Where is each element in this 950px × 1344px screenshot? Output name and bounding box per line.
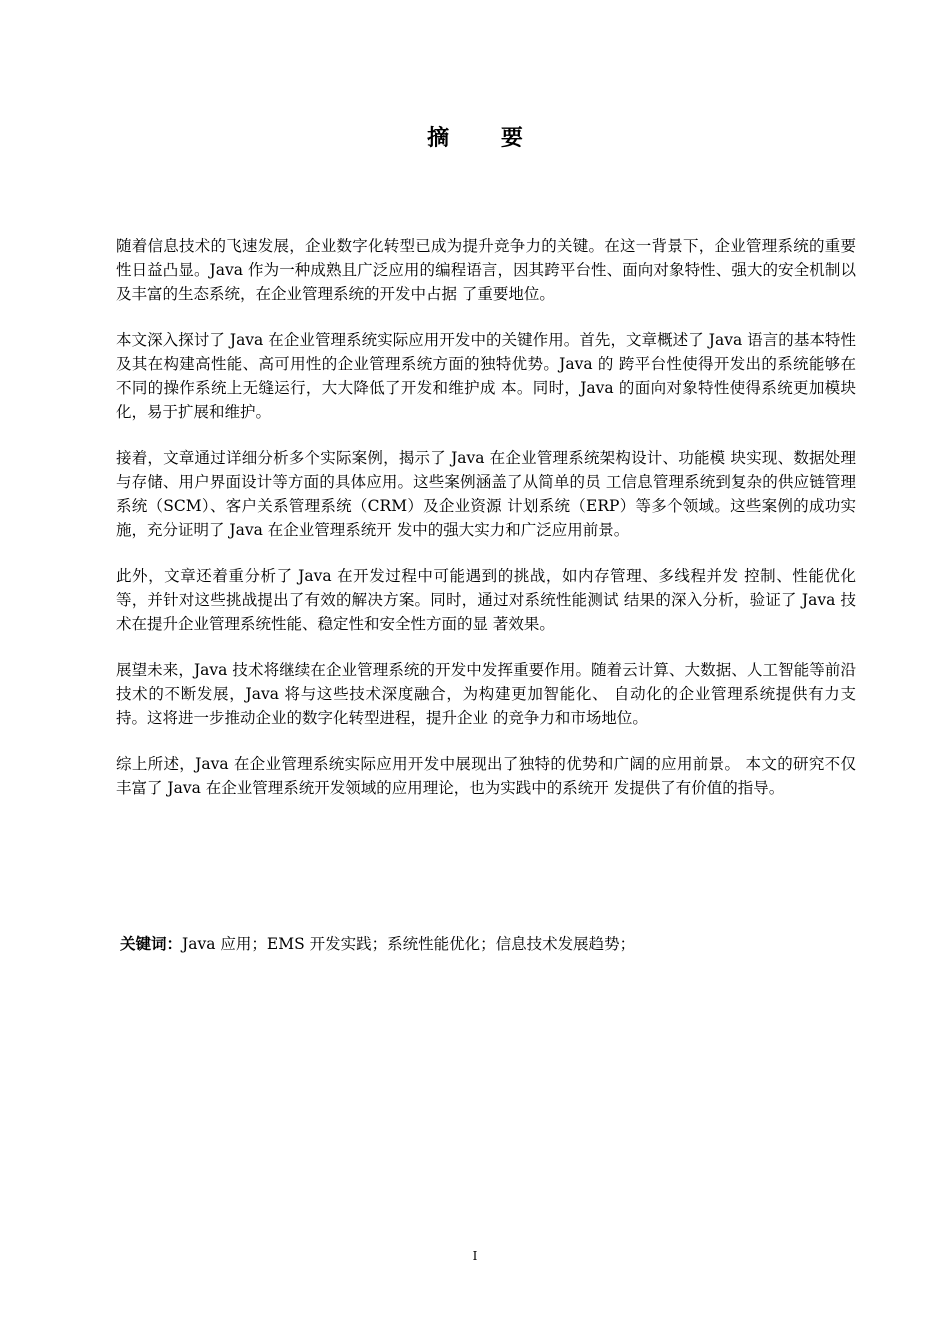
abstract-paragraph-3: 接着，文章通过详细分析多个实际案例，揭示了 Java 在企业管理系统架构设计、功能模 块实现、数据处理与存储、用户界面设计等方面的具体应用。这些案例涵盖了从简单的员 工信息管理系统到复杂的供应链管理系统（SCM）、客户关系管理系统（CRM）及企业资源 计划系统（ERP）等多个领域。这些案例的成功实施，充分证明了 Java 在企业管理系统开 发中的强大实力和广泛应用前景。	[116, 449, 856, 539]
keywords-line	[120, 932, 856, 956]
abstract-title: 摘 要	[427, 126, 545, 151]
keywords-text: Java 应用；EMS 开发实践；系统性能优化；信息技术发展趋势；	[182, 935, 636, 953]
abstract-paragraph-5: 展望未来，Java 技术将继续在企业管理系统的开发中发挥重要作用。随着云计算、大数据、人工智能等前沿技术的不断发展，Java 将与这些技术深度融合，为构建更加智能化、 自动化的企业管理系统提供有力支持。这将进一步推动企业的数字化转型进程，提升企业 的竞争力和市场地位。	[116, 661, 856, 727]
abstract-body	[116, 234, 856, 822]
page-number: I	[472, 1249, 478, 1263]
abstract-paragraph-4: 此外，文章还着重分析了 Java 在开发过程中可能遇到的挑战，如内存管理、多线程并发 控制、性能优化等，并针对这些挑战提出了有效的解决方案。同时，通过对系统性能测试 结果的深入分析，验证了 Java 技术在提升企业管理系统性能、稳定性和安全性方面的显 著效果。	[116, 567, 856, 633]
abstract-paragraph-6: 综上所述，Java 在企业管理系统实际应用开发中展现出了独特的优势和广阔的应用前景。 本文的研究不仅丰富了 Java 在企业管理系统开发领域的应用理论，也为实践中的系统开 发提供了有价值的指导。	[116, 755, 856, 797]
keywords-label: 关键词：	[120, 935, 183, 953]
abstract-paragraph-1: 随着信息技术的飞速发展，企业数字化转型已成为提升竞争力的关键。在这一背景下，企业管理系统的重要性日益凸显。Java 作为一种成熟且广泛应用的编程语言，因其跨平台性、面向对象特性、强大的安全机制以及丰富的生态系统，在企业管理系统的开发中占据 了重要地位。	[116, 237, 856, 303]
abstract-paragraph-2: 本文深入探讨了 Java 在企业管理系统实际应用开发中的关键作用。首先，文章概述了 Java 语言的基本特性及其在构建高性能、高可用性的企业管理系统方面的独特优势。Java 的 跨平台性使得开发出的系统能够在不同的操作系统上无缝运行，大大降低了开发和维护成 本。同时，Java 的面向对象特性使得系统更加模块化，易于扩展和维护。	[116, 331, 856, 421]
